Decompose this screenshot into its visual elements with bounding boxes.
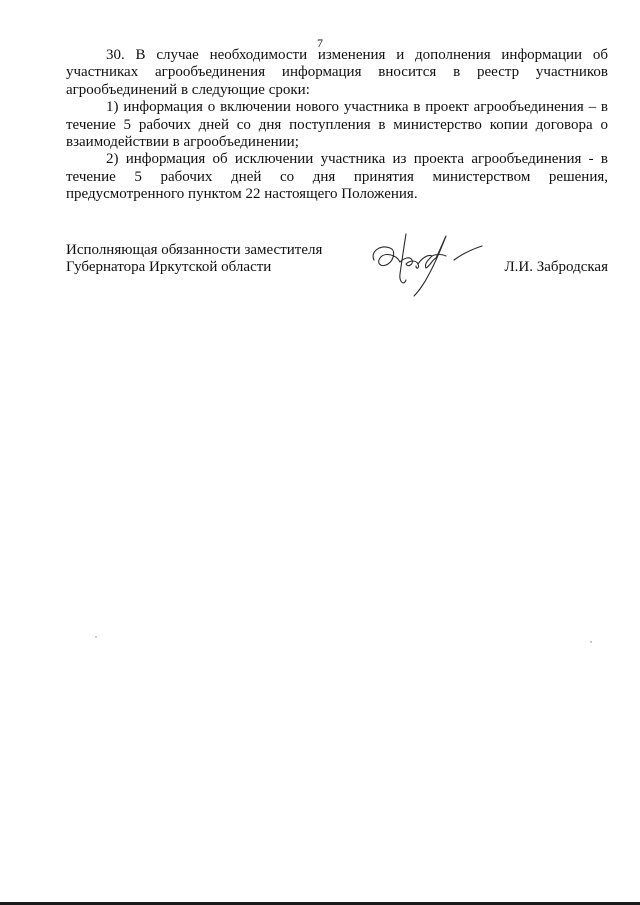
signer-position-line-2: Губернатора Иркутской области bbox=[66, 259, 272, 276]
page-number: 7 bbox=[317, 36, 323, 50]
scan-speck bbox=[590, 641, 592, 643]
paragraph-30-item-2: 2) информация об исключении участника из проекта агрообъединения - в течение 5 рабочих дней со дня принятия министерством решения, предусмотренного пунктом 22 настоящего Положения. bbox=[66, 151, 608, 203]
paragraph-30-item-1: 1) информация о включении нового участника в проект агрообъединения – в течение 5 рабочих дней со дня поступления в министерство копии договора о взаимодействии в агрообъединении; bbox=[66, 99, 608, 151]
signer-position bbox=[66, 242, 356, 277]
document-body bbox=[66, 47, 608, 204]
signature-block bbox=[66, 242, 608, 302]
signer-position-line-1: Исполняющая обязанности заместителя bbox=[66, 242, 323, 258]
scan-speck bbox=[95, 636, 97, 638]
handwritten-signature bbox=[366, 230, 486, 300]
signer-name: Л.И. Забродская bbox=[504, 259, 608, 275]
paragraph-30: 30. В случае необходимости изменения и дополнения информации об участниках агрообъединения информация вносится в реестр участников агрообъединений в следующие сроки: bbox=[66, 47, 608, 98]
